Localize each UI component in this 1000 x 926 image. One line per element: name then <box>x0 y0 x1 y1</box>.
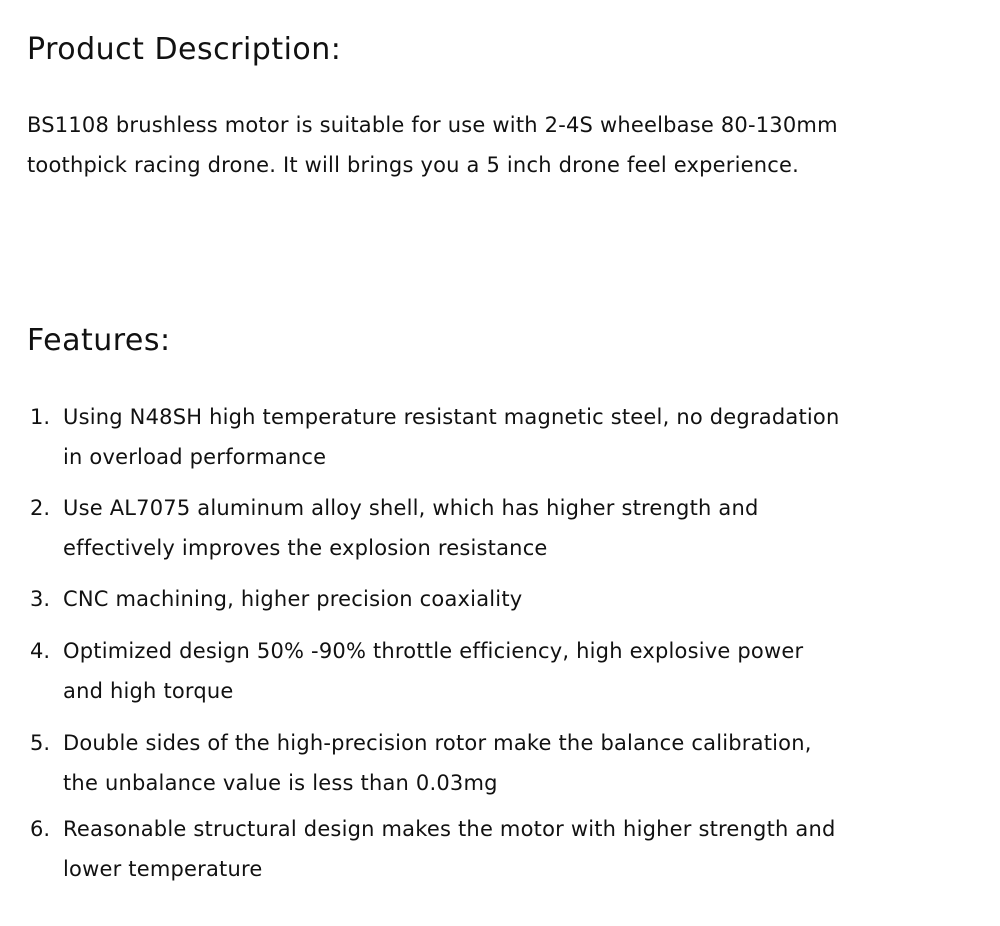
feature-text-line: Optimized design 50% -90% throttle efficiency, high explosive power <box>63 639 804 663</box>
feature-text-line: in overload performance <box>63 445 327 469</box>
feature-text-line: Use AL7075 aluminum alloy shell, which has higher strength and <box>63 496 759 520</box>
product-description-heading: Product Description: <box>27 32 342 67</box>
feature-text-line: the unbalance value is less than 0.03mg <box>63 771 498 795</box>
feature-text-line: Using N48SH high temperature resistant magnetic steel, no degradation <box>63 405 840 429</box>
feature-number: 1. <box>30 405 51 429</box>
feature-number: 4. <box>30 639 51 663</box>
feature-text-line: CNC machining, higher precision coaxiality <box>63 587 523 611</box>
feature-text-line: and high torque <box>63 679 234 703</box>
feature-text-line: Reasonable structural design makes the motor with higher strength and <box>63 817 836 841</box>
feature-text-line: Double sides of the high-precision rotor make the balance calibration, <box>63 731 812 755</box>
feature-text-line: lower temperature <box>63 857 263 881</box>
feature-number: 5. <box>30 731 51 755</box>
product-description-line: BS1108 brushless motor is suitable for use with 2-4S wheelbase 80-130mm <box>27 113 838 137</box>
product-description-line: toothpick racing drone. It will brings you a 5 inch drone feel experience. <box>27 153 800 177</box>
feature-text-line: effectively improves the explosion resistance <box>63 536 548 560</box>
feature-number: 6. <box>30 817 51 841</box>
feature-number: 3. <box>30 587 51 611</box>
feature-number: 2. <box>30 496 51 520</box>
features-heading: Features: <box>27 323 171 358</box>
